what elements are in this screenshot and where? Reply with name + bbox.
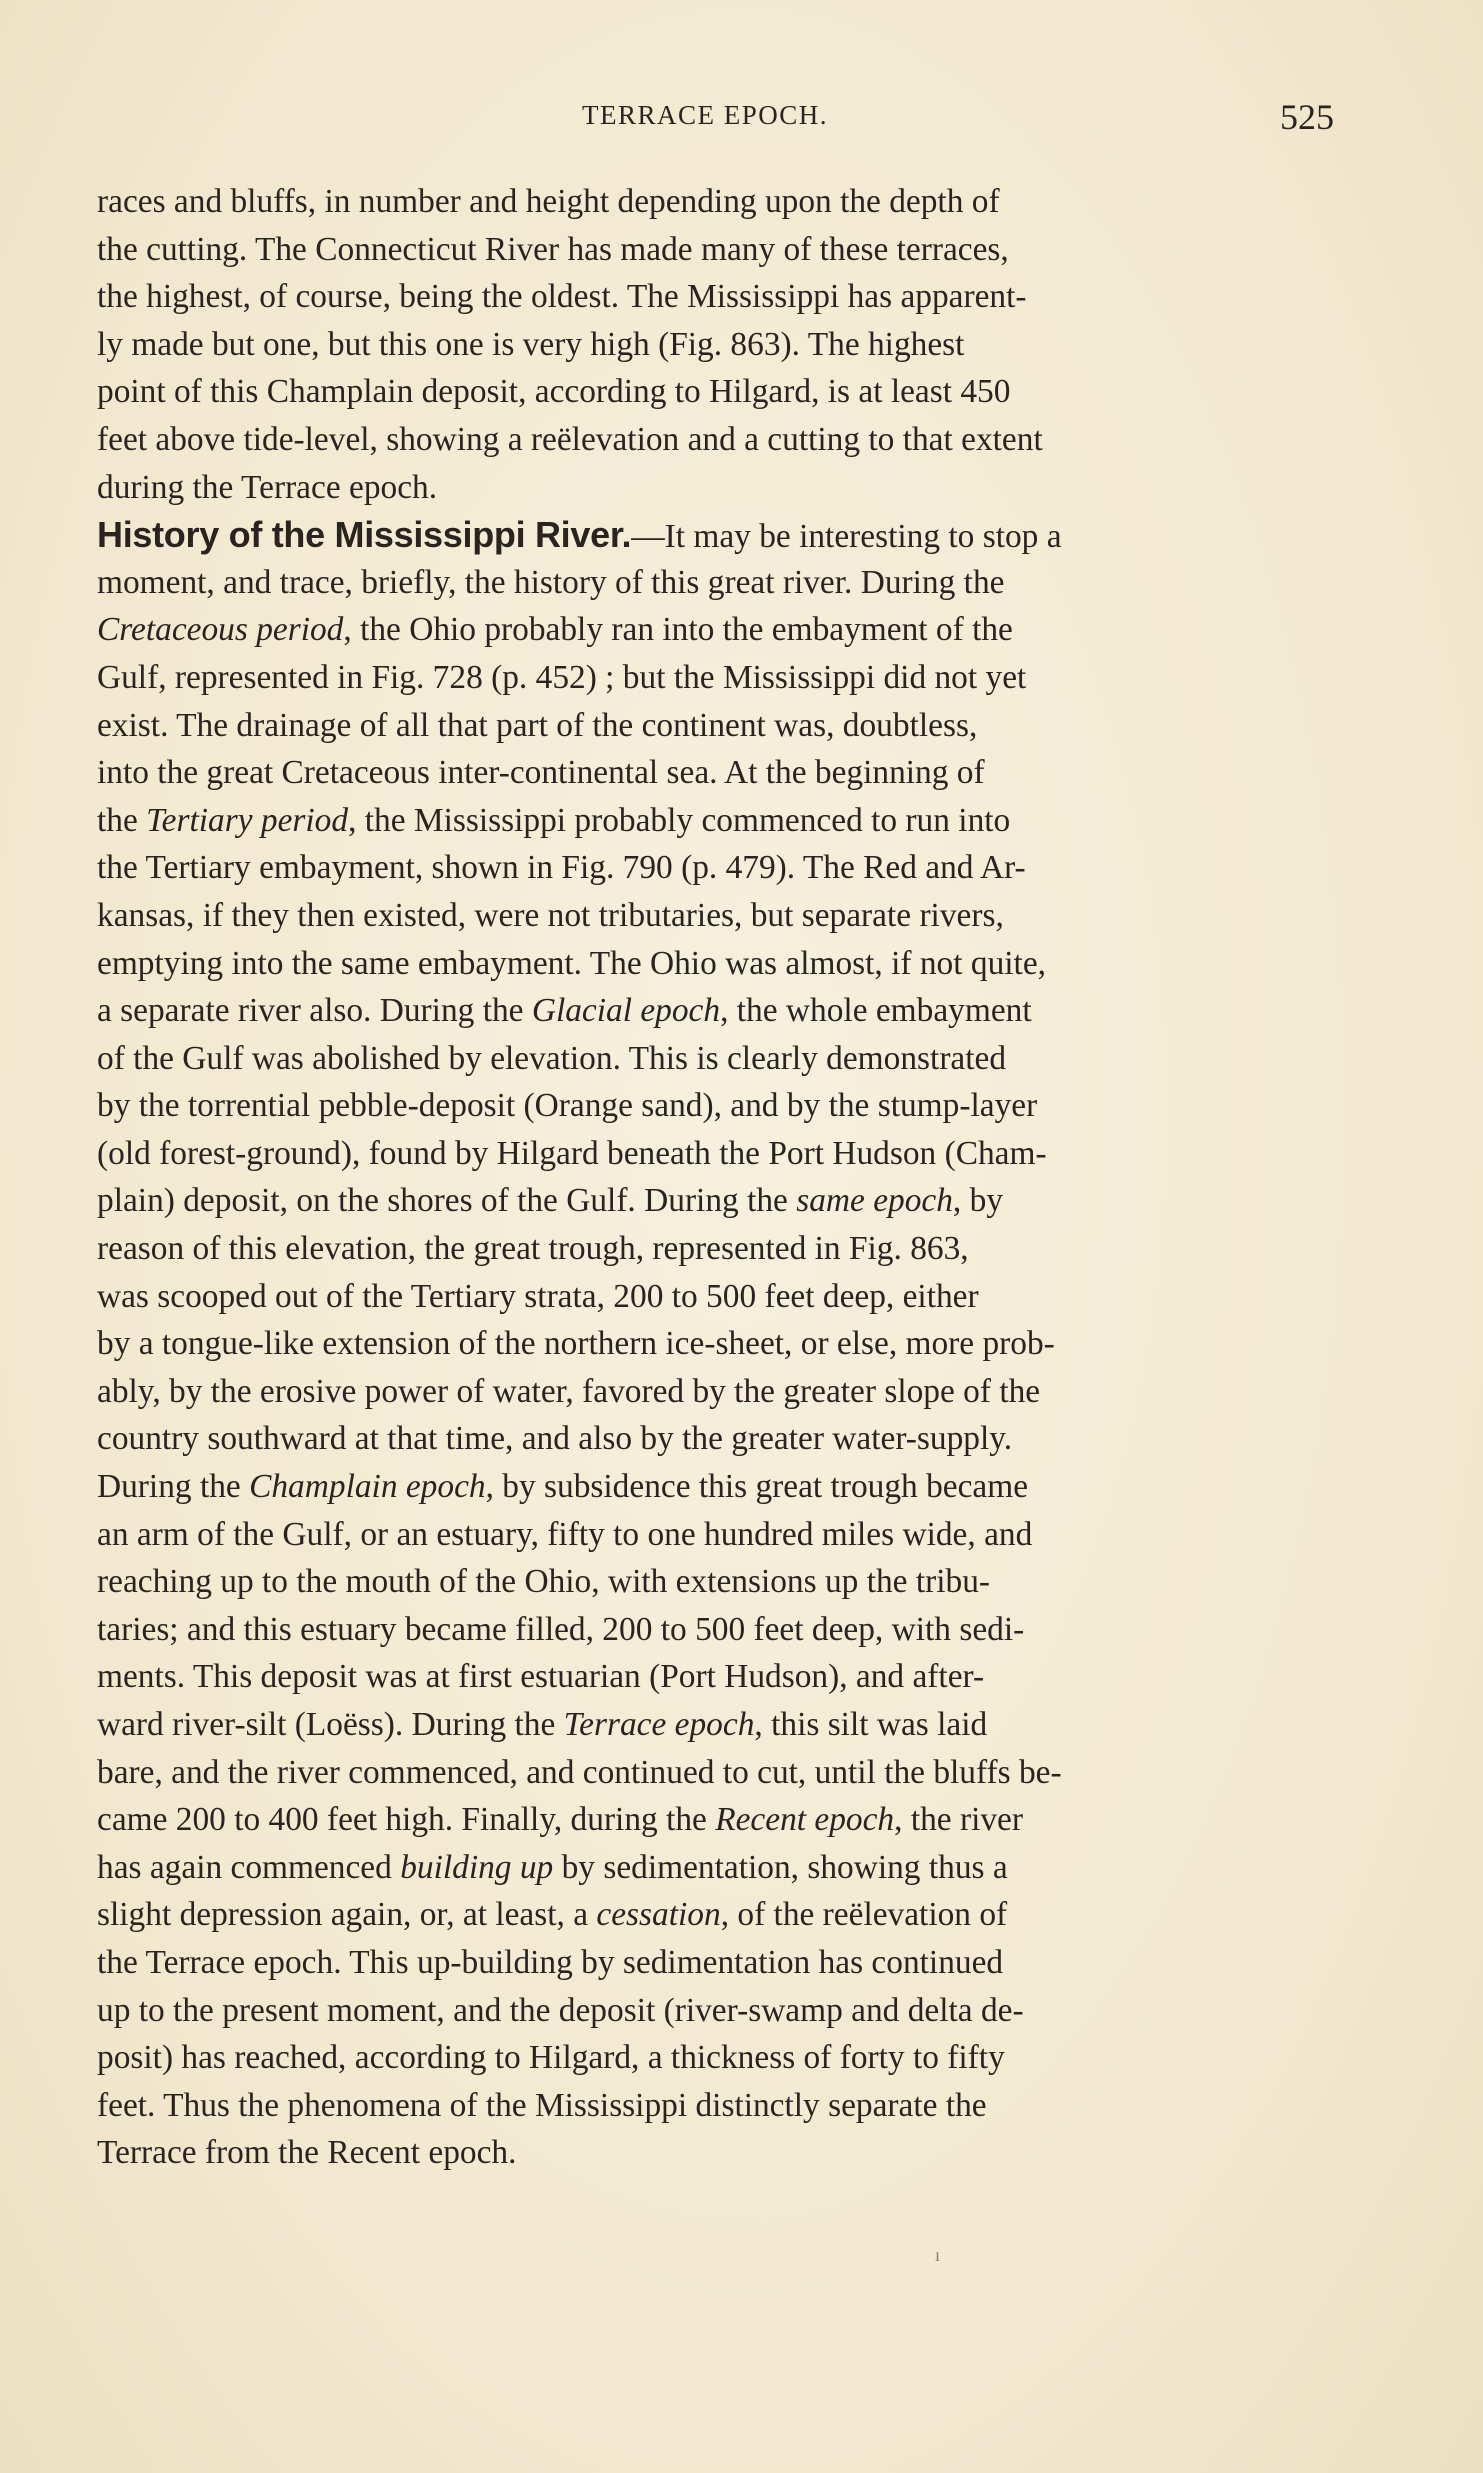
section-heading: History of the Mississippi River. [97, 514, 632, 556]
text-line: posit) has reached, according to Hilgard, a thickness of forty to fifty [97, 2039, 1005, 2077]
text-line: the Tertiary embayment, shown in Fig. 790 (p. 479). The Red and Ar- [97, 849, 1026, 887]
text-line: bare, and the river commenced, and continued to cut, until the bluffs be- [97, 1753, 1062, 1791]
running-title: TERRACE EPOCH. [582, 100, 829, 130]
text-line: came 200 to 400 feet high. Finally, during the Recent epoch, the river [97, 1801, 1023, 1839]
italic-term: Recent epoch [715, 1801, 895, 1839]
italic-term: Terrace epoch [563, 1706, 755, 1743]
italic-term: Champlain epoch [249, 1468, 486, 1506]
text-line: of the Gulf was abolished by elevation. This is clearly demonstrated [97, 1039, 1007, 1077]
stray-ink-mark: ı [935, 2245, 941, 2265]
text-line: plain) deposit, on the shores of the Gulf. During the same epoch, by [97, 1182, 1004, 1220]
italic-term: Glacial epoch [531, 992, 721, 1030]
text-line: emptying into the same embayment. The Ohio was almost, if not quite, [97, 944, 1046, 982]
text-line: Terrace from the Recent epoch. [97, 2134, 517, 2172]
text-line: feet. Thus the phenomena of the Mississippi distinctly separate the [97, 2086, 987, 2124]
text-line: the cutting. The Connecticut River has made many of these terraces, [97, 230, 1009, 268]
text-line: reason of this elevation, the great trough, represented in Fig. 863, [97, 1230, 969, 1268]
text-line: ments. This deposit was at first estuarian (Port Hudson), and after- [97, 1658, 985, 1696]
text-line: moment, and trace, briefly, the history of this great river. During the [97, 563, 1005, 601]
text-line: a separate river also. During the Glacial epoch, the whole embayment [97, 992, 1032, 1030]
text-line: by a tongue-like extension of the northern ice-sheet, or else, more prob- [97, 1325, 1055, 1363]
text-line: up to the present moment, and the deposit (river-swamp and delta de- [97, 1991, 1024, 2029]
text-line: by the torrential pebble-deposit (Orange sand), and by the stump-layer [97, 1087, 1038, 1125]
text-line: was scooped out of the Tertiary strata, 200 to 500 feet deep, either [97, 1277, 979, 1315]
text-line: During the Champlain epoch, by subsidence this great trough became [97, 1468, 1029, 1506]
text-line: slight depression again, or, at least, a cessation, of the reëlevation of [97, 1896, 1008, 1934]
italic-term: Tertiary period [146, 801, 349, 839]
text-line: kansas, if they then existed, were not tributaries, but separate rivers, [97, 896, 1004, 934]
page-number: 525 [1280, 97, 1334, 137]
italic-term: same epoch [796, 1182, 953, 1220]
italic-term: building up [400, 1848, 554, 1886]
text-line: Gulf, represented in Fig. 728 (p. 452) ; but the Mississippi did not yet [97, 658, 1027, 696]
text-line: the Terrace epoch. This up-building by sedimentation has continued [97, 1943, 1004, 1981]
italic-term: Cretaceous period [97, 611, 344, 649]
text-line: point of this Champlain deposit, according to Hilgard, is at least 450 [97, 373, 1011, 411]
text-line: the highest, of course, being the oldest. The Mississippi has apparent- [97, 278, 1027, 316]
text-line: ward river-silt (Loëss). During the Terrace epoch, this silt was laid [97, 1706, 988, 1743]
text-line: has again commenced building up by sedimentation, showing thus a [97, 1848, 1008, 1886]
text-line: the Tertiary period, the Mississippi probably commenced to run into [97, 801, 1011, 839]
running-head [0, 97, 1483, 140]
text-line: taries; and this estuary became filled, 200 to 500 feet deep, with sedi- [97, 1610, 1025, 1648]
text-line: History of the Mississippi River.—It may be interesting to stop a [97, 514, 1062, 556]
text-line: an arm of the Gulf, or an estuary, fifty to one hundred miles wide, and [97, 1515, 1033, 1553]
text-line: feet above tide-level, showing a reëlevation and a cutting to that extent [97, 420, 1043, 458]
text-line: during the Terrace epoch. [97, 468, 438, 506]
text-line: ly made but one, but this one is very high (Fig. 863). The highest [97, 325, 965, 363]
text-line: (old forest-ground), found by Hilgard beneath the Port Hudson (Cham- [97, 1134, 1047, 1172]
text-line: into the great Cretaceous inter-continental sea. At the beginning of [97, 754, 985, 792]
text-line: ably, by the erosive power of water, favored by the greater slope of the [97, 1372, 1041, 1410]
text-line: Cretaceous period, the Ohio probably ran into the embayment of the [97, 611, 1013, 649]
text-line: reaching up to the mouth of the Ohio, with extensions up the tribu- [97, 1563, 991, 1601]
body-text [97, 178, 1349, 2177]
text-line: races and bluffs, in number and height depending upon the depth of [97, 183, 1000, 220]
italic-term: cessation [596, 1896, 721, 1934]
text-line: exist. The drainage of all that part of the continent was, doubtless, [97, 706, 978, 744]
text-line: country southward at that time, and also by the greater water-supply. [97, 1420, 1013, 1458]
